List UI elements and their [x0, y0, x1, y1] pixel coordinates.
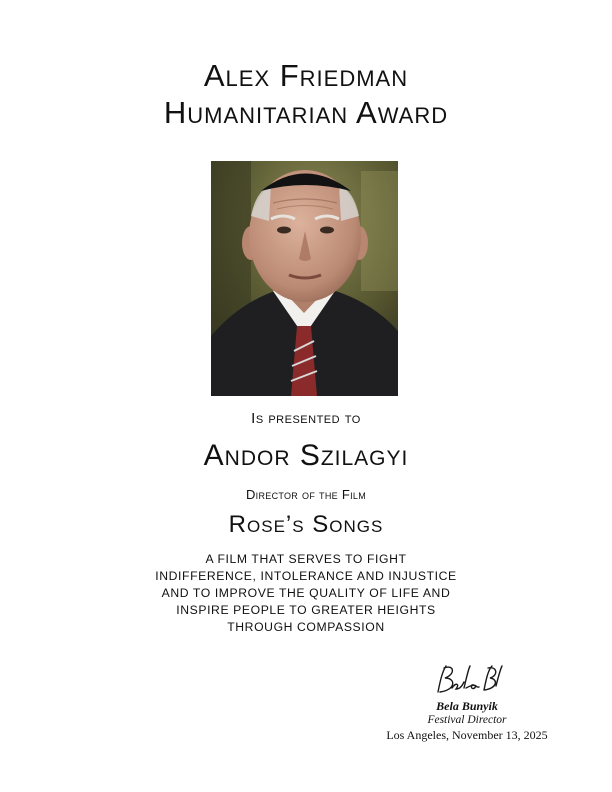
award-citation: [0, 551, 612, 636]
award-title-line-2: Humanitarian Award: [163, 95, 449, 130]
award-title-line-1: Alex Friedman: [203, 58, 409, 93]
film-title: Rose’s Songs: [228, 511, 384, 538]
recipient-name: Andor Szilagyi: [203, 439, 409, 472]
citation-line-4: INSPIRE PEOPLE TO GREATER HEIGHTS: [176, 603, 436, 617]
portrait-illustration: [211, 161, 398, 396]
award-title: [0, 57, 612, 131]
presented-to-label: Is presented to: [251, 410, 361, 427]
signer-title: Festival Director: [427, 714, 507, 726]
citation-line-3: AND TO IMPROVE THE QUALITY OF LIFE AND: [161, 586, 451, 600]
portrait-photo: [211, 161, 398, 396]
citation-line-1: A FILM THAT SERVES TO FIGHT: [205, 552, 407, 566]
signed-place-date: Los Angeles, November 13, 2025: [386, 728, 548, 742]
signer-name: Bela Bunyik: [436, 699, 498, 713]
signature-block: [370, 662, 564, 743]
citation-line-5: THROUGH COMPASSION: [227, 620, 385, 634]
citation-line-2: INDIFFERENCE, INTOLERANCE AND INJUSTICE: [155, 569, 457, 583]
handwritten-signature-icon: [430, 662, 504, 698]
recipient-role: Director of the Film: [245, 487, 366, 502]
